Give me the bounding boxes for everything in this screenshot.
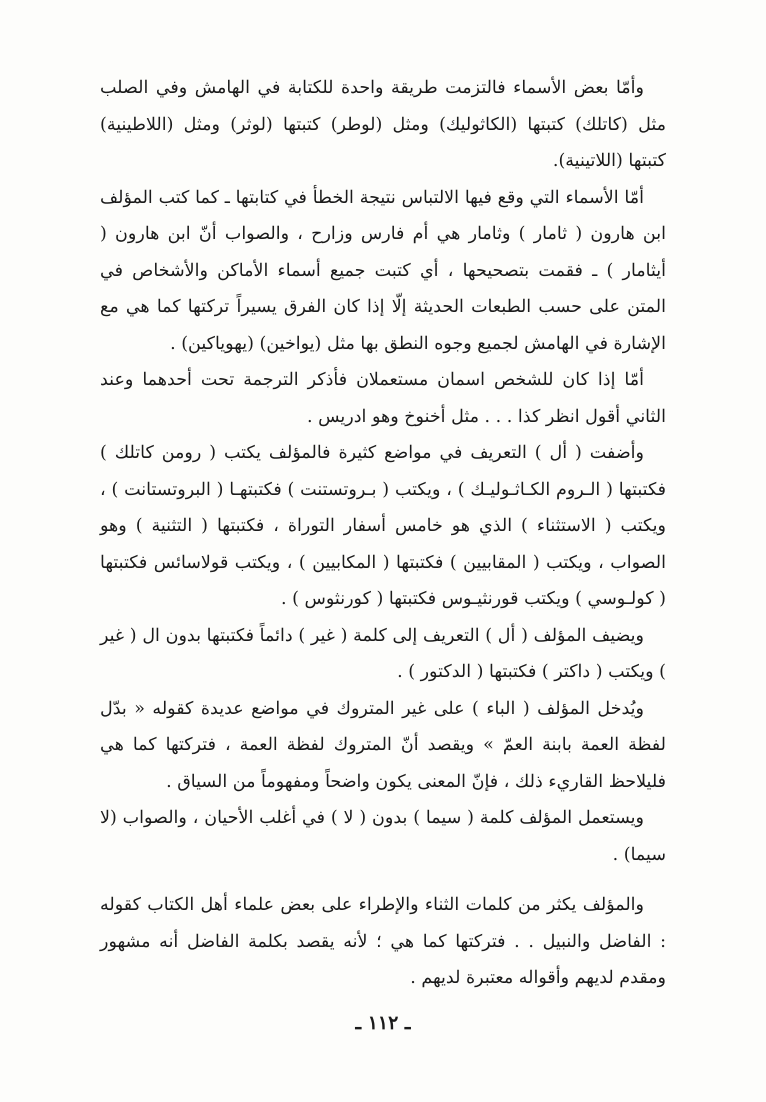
paragraph-baa: ويُدخل المؤلف ( الباء ) على غير المتروك في مواضع عديدة كقوله « بدّل لفظة العمة بابنة العمّ » ويقصد أنّ المتروك لفظة العمة ، فتركتها كما هي فليلاحظ القاريء ذلك ، فإنّ المعنى يكون واضحاً ومفهوماً من السياق . <box>100 698 666 792</box>
paragraph-misspelled-names: أمّا الأسماء التي وقع فيها الالتباس نتيجة الخطأ في كتابتها ـ كما كتب المؤلف ابن هارون ( ثامار ) وثامار هي أم فارس وزارح ، والصواب أنّ ابن هارون ( أيثامار ) ـ فقمت بتصحيحها ، أي كتبت جميع أسماء الأماكن والأشخاص في المتن على حسب الطبعات الحديثة إلّا إذا كان الفرق يسيراً تركتها كما هي مع الإشارة في الهامش لجميع وجوه النطق بها مثل (يواخين) (يهوياكين) . <box>100 187 666 354</box>
body-text <box>100 70 666 997</box>
page-number: ـ ١١٢ ـ <box>355 1012 411 1034</box>
paragraph-definite-article: وأضفت ( أل ) التعريف في مواضع كثيرة فالمؤلف يكتب ( رومن كاتلك ) فكتبتها ( الـروم الكـاثـوليـك ) ، ويكتب ( بـروتستنت ) فكتبتهـا ( البروتستانت ) ، ويكتب ( الاستثناء ) الذي هو خامس أسفار التوراة ، فكتبتها ( التثنية ) وهو الصواب ، ويكتب ( المقابيين ) فكتبتها ( المكابيين ) ، ويكتب قولاسائس فكتبتها ( كولـوسي ) ويكتب قورنثيـوس فكتبتها ( كورنثوس ) . <box>100 443 666 609</box>
paragraph-la-siyyama: ويستعمل المؤلف كلمة ( سيما ) بدون ( لا ) في أغلب الأحيان ، والصواب (لا سيما) . <box>100 808 666 865</box>
paragraph-two-names: أمّا إذا كان للشخص اسمان مستعملان فأذكر الترجمة تحت أحدهما وعند الثاني أقول انظر كذا . . . مثل أخنوخ وهو ادريس . <box>100 370 666 427</box>
paragraph-ghair: ويضيف المؤلف ( أل ) التعريف إلى كلمة ( غير ) دائماً فكتبتها بدون ال ( غير ) ويكتب ( داكتر ) فكتبتها ( الدكتور ) . <box>100 625 666 682</box>
paragraph-praise-words: والمؤلف يكثر من كلمات الثناء والإطراء على بعض علماء أهل الكتاب كقوله : الفاضل والنبيل . . فتركتها كما هي ؛ لأنه يقصد بكلمة الفاضل أنه مشهور ومقدم لديهم وأقواله معتبرة لديهم . <box>100 895 666 988</box>
paragraph-names-in-margin: وأمّا بعض الأسماء فالتزمت طريقة واحدة للكتابة في الهامش وفي الصلب مثل (كاتلك) كتبتها (الكاثوليك) ومثل (لوطر) كتبتها (لوثر) ومثل (اللاطينية) كتبتها (اللاتينية). <box>100 78 666 171</box>
